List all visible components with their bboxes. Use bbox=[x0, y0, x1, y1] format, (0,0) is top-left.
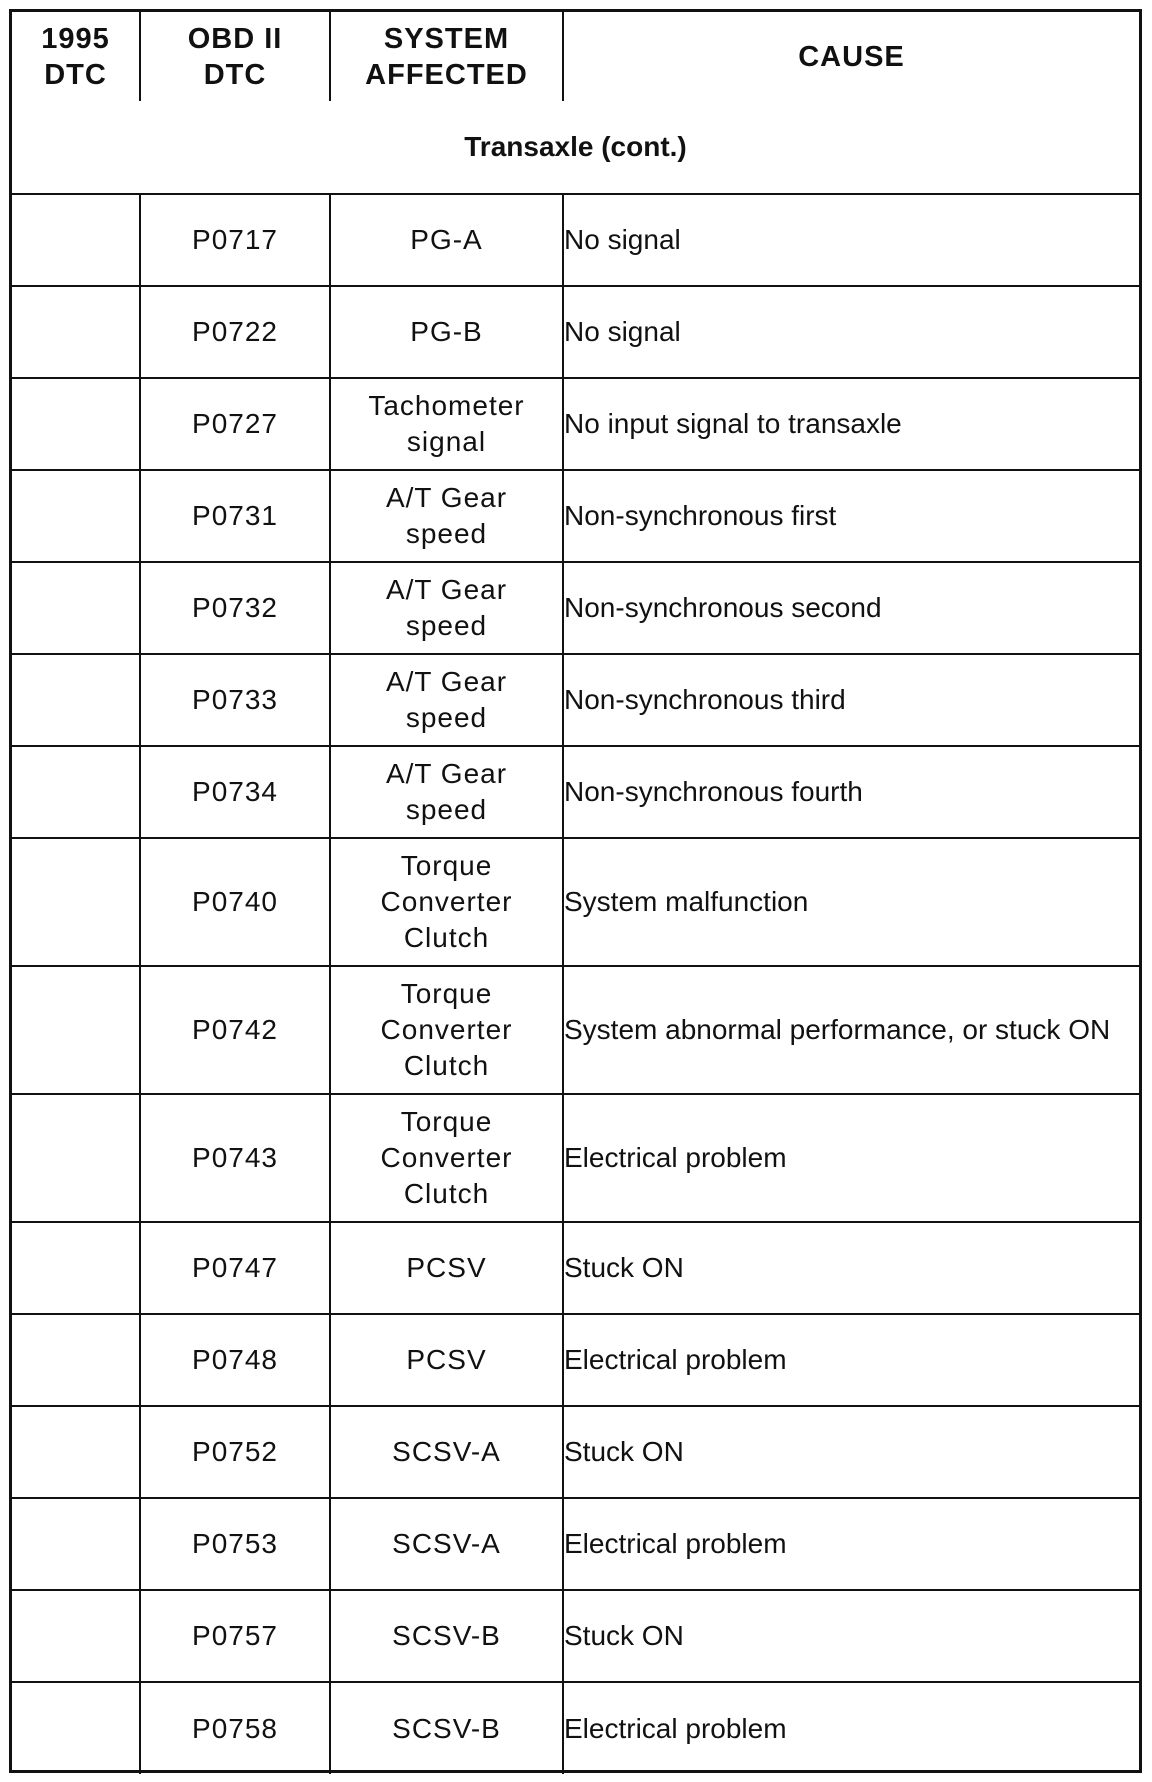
system-line: speed bbox=[405, 794, 488, 825]
dtc-table-page bbox=[9, 9, 1142, 1773]
cell-cause: Non-synchronous second bbox=[563, 562, 1139, 654]
cell-system-affected bbox=[330, 378, 563, 470]
cell-obd-dtc: P0752 bbox=[140, 1406, 330, 1498]
system-line: Converter bbox=[380, 1014, 513, 1045]
system-line: A/T Gear bbox=[385, 758, 508, 789]
table-row bbox=[12, 1498, 1139, 1590]
cell-1995-dtc bbox=[12, 1682, 140, 1774]
cell-obd-dtc: P0722 bbox=[140, 286, 330, 378]
cell-1995-dtc bbox=[12, 194, 140, 286]
system-line: Torque bbox=[400, 850, 493, 881]
table-row bbox=[12, 1682, 1139, 1774]
system-line: PG-A bbox=[410, 224, 483, 255]
cell-obd-dtc: P0758 bbox=[140, 1682, 330, 1774]
system-line: SCSV-A bbox=[392, 1436, 501, 1467]
cell-obd-dtc: P0734 bbox=[140, 746, 330, 838]
cell-cause: Non-synchronous third bbox=[563, 654, 1139, 746]
cell-1995-dtc bbox=[12, 746, 140, 838]
cell-1995-dtc bbox=[12, 838, 140, 966]
cell-cause: System malfunction bbox=[563, 838, 1139, 966]
system-line: Converter bbox=[380, 886, 513, 917]
cell-cause: Electrical problem bbox=[563, 1094, 1139, 1222]
cell-obd-dtc: P0731 bbox=[140, 470, 330, 562]
cell-system-affected bbox=[330, 470, 563, 562]
system-line: speed bbox=[405, 702, 488, 733]
cell-1995-dtc bbox=[12, 1314, 140, 1406]
cell-system-affected bbox=[330, 966, 563, 1094]
system-line: A/T Gear bbox=[385, 574, 508, 605]
system-line: SCSV-A bbox=[392, 1528, 501, 1559]
system-line: Torque bbox=[400, 978, 493, 1009]
system-line: A/T Gear bbox=[385, 482, 508, 513]
cell-1995-dtc bbox=[12, 966, 140, 1094]
cell-obd-dtc: P0740 bbox=[140, 838, 330, 966]
header-obd-dtc: OBD II DTC bbox=[140, 12, 330, 101]
cell-cause: Stuck ON bbox=[563, 1406, 1139, 1498]
table-row bbox=[12, 1094, 1139, 1222]
cell-1995-dtc bbox=[12, 562, 140, 654]
system-line: A/T Gear bbox=[385, 666, 508, 697]
system-line: Converter bbox=[380, 1142, 513, 1173]
cell-obd-dtc: P0717 bbox=[140, 194, 330, 286]
cell-obd-dtc: P0747 bbox=[140, 1222, 330, 1314]
cell-cause: Stuck ON bbox=[563, 1590, 1139, 1682]
table-row bbox=[12, 1314, 1139, 1406]
cell-system-affected bbox=[330, 1314, 563, 1406]
cell-obd-dtc: P0733 bbox=[140, 654, 330, 746]
cell-1995-dtc bbox=[12, 1498, 140, 1590]
cell-cause: Non-synchronous fourth bbox=[563, 746, 1139, 838]
cell-cause: Non-synchronous first bbox=[563, 470, 1139, 562]
cell-obd-dtc: P0743 bbox=[140, 1094, 330, 1222]
system-line: PG-B bbox=[410, 316, 483, 347]
cell-obd-dtc: P0753 bbox=[140, 1498, 330, 1590]
system-line: Torque bbox=[400, 1106, 493, 1137]
cell-1995-dtc bbox=[12, 1094, 140, 1222]
cell-cause: Electrical problem bbox=[563, 1314, 1139, 1406]
table-row bbox=[12, 1406, 1139, 1498]
system-line: speed bbox=[405, 518, 488, 549]
cell-1995-dtc bbox=[12, 1406, 140, 1498]
header-1995-dtc: 1995 DTC bbox=[12, 12, 140, 101]
cell-1995-dtc bbox=[12, 286, 140, 378]
table-row bbox=[12, 562, 1139, 654]
cell-system-affected bbox=[330, 1498, 563, 1590]
cell-system-affected bbox=[330, 562, 563, 654]
cell-cause: Electrical problem bbox=[563, 1682, 1139, 1774]
header-cause: CAUSE bbox=[563, 12, 1139, 101]
system-line: PCSV bbox=[406, 1252, 487, 1283]
header-row bbox=[12, 12, 1139, 101]
cell-1995-dtc bbox=[12, 1222, 140, 1314]
table-row bbox=[12, 654, 1139, 746]
cell-system-affected bbox=[330, 1590, 563, 1682]
cell-obd-dtc: P0727 bbox=[140, 378, 330, 470]
section-row bbox=[12, 101, 1139, 194]
table-row bbox=[12, 966, 1139, 1094]
cell-1995-dtc bbox=[12, 1590, 140, 1682]
cell-system-affected bbox=[330, 286, 563, 378]
system-line: SCSV-B bbox=[392, 1620, 501, 1651]
cell-cause: No signal bbox=[563, 286, 1139, 378]
table-row bbox=[12, 1222, 1139, 1314]
cell-1995-dtc bbox=[12, 470, 140, 562]
cell-obd-dtc: P0732 bbox=[140, 562, 330, 654]
cell-cause: Electrical problem bbox=[563, 1498, 1139, 1590]
dtc-table bbox=[12, 12, 1139, 1774]
cell-system-affected bbox=[330, 1682, 563, 1774]
system-line: Tachometer bbox=[368, 390, 525, 421]
cell-cause: System abnormal performance, or stuck ON bbox=[563, 966, 1139, 1094]
cell-system-affected bbox=[330, 194, 563, 286]
cell-system-affected bbox=[330, 1222, 563, 1314]
cell-obd-dtc: P0748 bbox=[140, 1314, 330, 1406]
cell-system-affected bbox=[330, 654, 563, 746]
cell-obd-dtc: P0742 bbox=[140, 966, 330, 1094]
cell-obd-dtc: P0757 bbox=[140, 1590, 330, 1682]
cell-cause: Stuck ON bbox=[563, 1222, 1139, 1314]
table-row bbox=[12, 378, 1139, 470]
system-line: PCSV bbox=[406, 1344, 487, 1375]
cell-system-affected bbox=[330, 746, 563, 838]
cell-cause: No signal bbox=[563, 194, 1139, 286]
cell-system-affected bbox=[330, 838, 563, 966]
system-line: SCSV-B bbox=[392, 1712, 501, 1744]
cell-1995-dtc bbox=[12, 378, 140, 470]
table-row bbox=[12, 1590, 1139, 1682]
table-row bbox=[12, 838, 1139, 966]
section-title: Transaxle (cont.) bbox=[12, 101, 1139, 194]
cell-system-affected bbox=[330, 1406, 563, 1498]
system-line: speed bbox=[405, 610, 488, 641]
table-row bbox=[12, 286, 1139, 378]
cell-system-affected bbox=[330, 1094, 563, 1222]
header-system-affected: SYSTEM AFFECTED bbox=[330, 12, 563, 101]
system-line: signal bbox=[406, 426, 487, 457]
table-row bbox=[12, 470, 1139, 562]
table-row bbox=[12, 746, 1139, 838]
table-row bbox=[12, 194, 1139, 286]
system-line: Clutch bbox=[403, 1178, 490, 1209]
system-line: Clutch bbox=[403, 922, 490, 953]
system-line: Clutch bbox=[403, 1050, 490, 1081]
cell-1995-dtc bbox=[12, 654, 140, 746]
cell-cause: No input signal to transaxle bbox=[563, 378, 1139, 470]
